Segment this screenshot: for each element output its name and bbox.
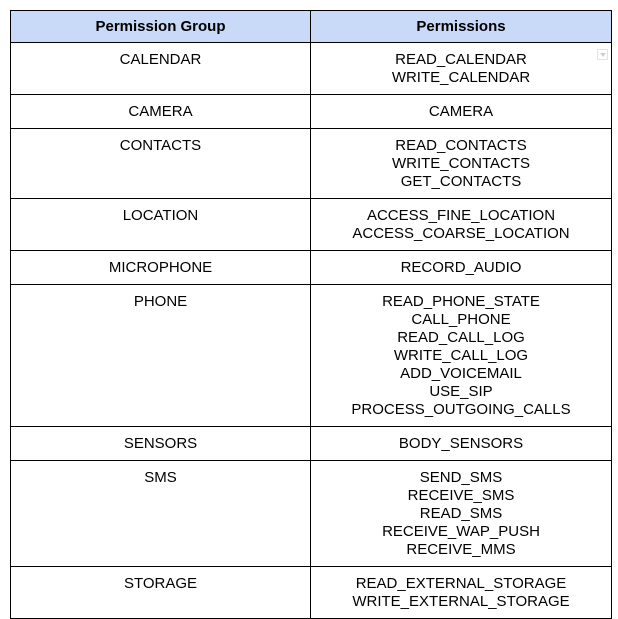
permission-item: SEND_SMS: [419, 469, 503, 486]
permission-group-label: STORAGE: [123, 575, 198, 592]
permission-item: WRITE_CONTACTS: [391, 155, 531, 172]
permission-group-cell[interactable]: [11, 95, 311, 129]
permission-item: READ_CONTACTS: [395, 137, 527, 154]
permission-item: ACCESS_COARSE_LOCATION: [352, 225, 570, 242]
permissions-list: [311, 469, 611, 559]
permission-item: READ_CALENDAR: [395, 51, 527, 68]
permissions-list: [311, 293, 611, 419]
permission-item: CALL_PHONE: [411, 311, 511, 328]
table-row: [11, 461, 612, 567]
permission-group-label: PHONE: [133, 293, 188, 310]
permission-group-label: LOCATION: [122, 207, 199, 224]
permission-item: WRITE_EXTERNAL_STORAGE: [352, 593, 570, 610]
permission-group-cell[interactable]: [11, 285, 311, 427]
permissions-cell[interactable]: [311, 461, 612, 567]
permission-group-label: CAMERA: [128, 103, 193, 120]
permission-group-cell[interactable]: [11, 199, 311, 251]
permission-item: CAMERA: [428, 103, 494, 120]
header-permissions: Permissions: [311, 11, 612, 43]
table-row: [11, 199, 612, 251]
permission-group-cell[interactable]: [11, 427, 311, 461]
chevron-down-icon[interactable]: [597, 49, 608, 60]
table-row: [11, 43, 612, 95]
permissions-list: [311, 207, 611, 243]
permissions-cell[interactable]: [311, 567, 612, 619]
permission-group-label: SENSORS: [123, 435, 198, 452]
table-row: [11, 285, 612, 427]
table-row: [11, 427, 612, 461]
permission-item: RECORD_AUDIO: [400, 259, 522, 276]
permission-item: RECEIVE_WAP_PUSH: [382, 523, 540, 540]
table-row: [11, 251, 612, 285]
permissions-cell[interactable]: [311, 43, 612, 95]
permission-item: READ_PHONE_STATE: [382, 293, 540, 310]
permission-item: ADD_VOICEMAIL: [400, 365, 522, 382]
permissions-cell[interactable]: [311, 129, 612, 199]
table-header-row: [11, 11, 612, 43]
permission-item: GET_CONTACTS: [400, 173, 522, 190]
permission-item: READ_SMS: [419, 505, 503, 522]
permissions-cell[interactable]: [311, 427, 612, 461]
table-body: [11, 43, 612, 619]
permission-group-cell[interactable]: [11, 251, 311, 285]
permissions-list: [311, 435, 611, 453]
table-row: [11, 129, 612, 199]
permission-group-label: SMS: [144, 469, 177, 486]
permission-item: RECEIVE_SMS: [407, 487, 515, 504]
permission-group-label: CALENDAR: [119, 51, 202, 68]
permission-item: RECEIVE_MMS: [406, 541, 516, 558]
permission-item: USE_SIP: [429, 383, 493, 400]
permission-item: READ_CALL_LOG: [397, 329, 525, 346]
header-permission-group: Permission Group: [11, 11, 311, 43]
table-row: [11, 95, 612, 129]
table-row: [11, 567, 612, 619]
permission-group-cell[interactable]: [11, 567, 311, 619]
permission-item: WRITE_CALL_LOG: [393, 347, 529, 364]
permission-item: WRITE_CALENDAR: [391, 69, 531, 86]
permission-item: PROCESS_OUTGOING_CALLS: [351, 401, 571, 418]
permission-group-label: MICROPHONE: [108, 259, 213, 276]
permission-group-cell[interactable]: [11, 461, 311, 567]
permission-item: READ_EXTERNAL_STORAGE: [355, 575, 567, 592]
permissions-list: [311, 137, 611, 191]
permissions-cell[interactable]: [311, 95, 612, 129]
permissions-list: [311, 103, 611, 121]
permissions-list: [311, 259, 611, 277]
permission-item: BODY_SENSORS: [398, 435, 524, 452]
permissions-cell[interactable]: [311, 251, 612, 285]
permissions-table-container: [10, 10, 611, 619]
permissions-list: [311, 51, 611, 87]
permission-group-cell[interactable]: [11, 129, 311, 199]
permission-group-label: CONTACTS: [119, 137, 202, 154]
permission-item: ACCESS_FINE_LOCATION: [366, 207, 556, 224]
permissions-list: [311, 575, 611, 611]
permissions-table: [10, 10, 612, 619]
permission-group-cell[interactable]: [11, 43, 311, 95]
permissions-cell[interactable]: [311, 285, 612, 427]
permissions-cell[interactable]: [311, 199, 612, 251]
